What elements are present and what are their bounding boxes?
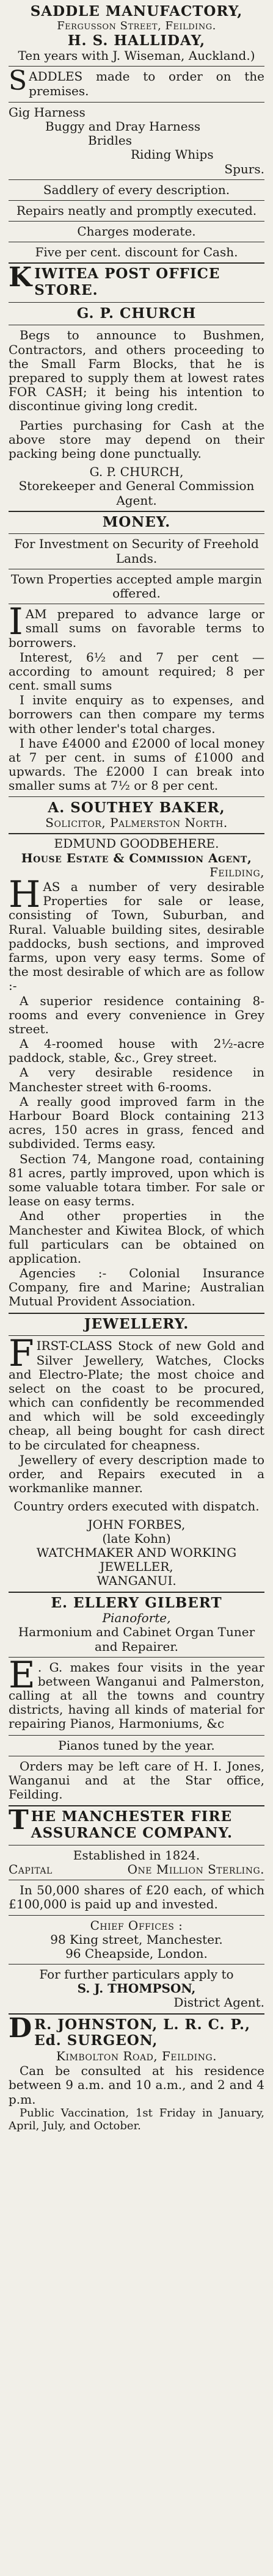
ad-body: Country orders executed with dispatch. xyxy=(13,1499,260,1514)
repairs-line: Repairs neatly and promptly executed. xyxy=(16,203,257,218)
ad-body: . G. makes four visits in the year between Wanganui and Palmerston, calling at all the towns and country districts, having all kinds of material for repairing Pianos, Harmoniums, &c xyxy=(9,1659,264,1731)
divider xyxy=(9,533,264,534)
discount-line: Five per cent. discount for Cash. xyxy=(35,245,238,260)
ad-body: Begs to announce to Bushmen, Contractors, and others proceeding to the Small Farm Blocks, that he is prepared to supply them at lowest rates FOR CASH; it being his intention to discontinue giving long credit. xyxy=(9,328,264,414)
established-line: Established in 1824. xyxy=(73,1847,200,1863)
divider xyxy=(9,1657,264,1658)
ad-body: Orders may be left care of H. I. Jones, Wanganui and at the Star office, Feilding. xyxy=(9,1758,264,1802)
advertiser-place: Feilding, xyxy=(209,864,264,879)
signature: G. P. CHURCH, xyxy=(89,464,184,480)
item-spurs: Spurs. xyxy=(224,161,264,176)
agent-name: S. J. THOMPSON, xyxy=(77,1981,196,1996)
ad-body: Interest, 6½ and 7 per cent — according to amount required; 8 per cent. small sums xyxy=(9,649,264,693)
ad-body: AM prepared to advance large or small sums on favorable terms to borrowers. xyxy=(9,607,264,650)
chief-offices-label: Chief Offices : xyxy=(90,1918,183,1933)
advertiser-name: E. ELLERY GILBERT xyxy=(51,1594,222,1611)
item-bridles: Bridles xyxy=(88,133,132,148)
proprietor-name: G. P. CHURCH xyxy=(76,305,197,322)
saddle-manufactory-ad xyxy=(9,1,264,264)
johnston-ad xyxy=(9,2012,264,2137)
jewellery-ad xyxy=(9,1314,264,1593)
ad-body: AS a number of very desirable Properties for sale or lease, consisting of Town, Suburban, and Rural. Valuable building sites, desirable paddocks, bush sections, and improved farms, upon very easy terms. Some of the most desirable of which are as follow :- xyxy=(9,879,264,994)
ad-title: SADDLE MANUFACTORY, xyxy=(30,3,243,20)
divider xyxy=(9,66,264,67)
money-ad xyxy=(9,512,264,835)
drop-cap: T xyxy=(9,1805,29,1836)
drop-cap: S xyxy=(9,65,27,97)
ad-subtitle: Town Properties accepted ample margin offered. xyxy=(10,571,263,601)
drop-cap: I xyxy=(9,601,23,644)
advertiser-sub: Pianoforte, xyxy=(102,1611,171,1626)
manchester-fire-ad xyxy=(9,1806,264,2014)
capital-label: Capital xyxy=(9,1861,53,1877)
ad-body: A 4-roomed house with 2½-acre paddock, stable, &c., Grey street. xyxy=(9,1036,264,1066)
ad-body: A superior residence containing 8-rooms and every convenience in Grey street. xyxy=(9,993,264,1036)
ad-title: IWITEA POST OFFICE STORE. xyxy=(34,265,220,299)
ad-title: HE MANCHESTER FIRE ASSURANCE COMPANY. xyxy=(31,1808,233,1842)
ad-body: A very desirable residence in Manchester street with 6-rooms. xyxy=(9,1065,264,1094)
advertiser-role: Harmonium and Cabinet Organ Tuner and Repairer. xyxy=(18,1625,255,1654)
advertiser-place: WANGANUI. xyxy=(96,1573,177,1589)
advertiser-role: Solicitor, Palmerston North. xyxy=(45,815,228,831)
ad-address: Fergusson Street, Feilding. xyxy=(57,19,216,32)
proprietor-history: Ten years with J. Wiseman, Auckland.) xyxy=(18,48,255,63)
item-riding-whips: Riding Whips xyxy=(131,147,214,162)
drop-cap: F xyxy=(9,1332,34,1376)
ad-body: Pianos tuned by the year. xyxy=(58,1737,215,1753)
gilbert-ad xyxy=(9,1593,264,1807)
capital-value: One Million Sterling. xyxy=(127,1861,264,1877)
divider xyxy=(9,221,264,222)
drop-cap: E xyxy=(9,1653,35,1697)
divider xyxy=(9,302,264,303)
drop-cap: K xyxy=(9,262,33,294)
signature-role: Storekeeper and General Commission Agent. xyxy=(18,478,255,508)
capital-line xyxy=(9,1863,264,1877)
saddlery-line: Saddlery of every description. xyxy=(43,182,230,197)
drop-cap: D xyxy=(9,2012,33,2044)
kiwitea-store-ad xyxy=(9,264,264,511)
ad-body: In 50,000 shares of £20 each, of which £100,000 is paid up and invested. xyxy=(9,1883,264,1912)
advertiser-late: (late Kohn) xyxy=(102,1531,171,1546)
ad-body: I have £4000 and £2000 of local money at 7 per cent. in sums of £1000 and upwards. The £2000 I can break into smaller sums at 7½ or 8 per cent. xyxy=(9,735,264,793)
ad-subtitle: For Investment on Security of Freehold Lands. xyxy=(14,536,259,566)
ad-title: JEWELLERY. xyxy=(84,1315,189,1332)
ad-body: A really good improved farm in the Harbour Board Block containing 213 acres, 150 acres in grass, fenced and subdivided. Terms easy. xyxy=(9,1094,264,1152)
divider xyxy=(9,102,264,103)
advertiser-address: Kimbolton Road, Feilding. xyxy=(56,2048,217,2063)
agent-role: District Agent. xyxy=(173,1995,264,2010)
ad-body: Section 74, Mangone road, containing 81 acres, partly improved, upon which is some valuable totara timber. For sale or lease on easy terms. xyxy=(9,1151,264,1209)
ad-body: And other properties in the Manchester and Kiwitea Block, of which full particulars can be obtained on application. xyxy=(9,1208,264,1266)
saddles-text: ADDLES made to order on the premises. xyxy=(29,69,264,98)
divider xyxy=(9,1735,264,1736)
ad-body: Public Vaccination, 1st Friday in January, April, July, and October. xyxy=(9,2106,264,2132)
goodbehere-ad xyxy=(9,834,264,1313)
ad-body: Jewellery of every description made to order, and Repairs executed in a workmanlike manner. xyxy=(9,1452,264,1496)
ad-body: IRST-CLASS Stock of new Gold and Silver Jewellery, Watches, Clocks and Electro-Plate; the most choice and select on the coast to be procured, which can confidently be recommended and which will be sold exceedingly cheap, all being bought for cash direct to be circulated for cheapness. xyxy=(9,1338,264,1452)
drop-cap: H xyxy=(9,873,41,917)
advertiser-name: R. JOHNSTON, L. R. C. P., Ed. SURGEON, xyxy=(34,2016,251,2049)
ad-body: Parties purchasing for Cash at the above store may depend on their packing being done punctually. xyxy=(9,417,264,461)
advertiser-role: WATCHMAKER AND WORKING JEWELLER, xyxy=(36,1545,237,1575)
proprietor-name: H. S. HALLIDAY, xyxy=(67,32,206,49)
advertiser-name: EDMUND GOODBEHERE. xyxy=(54,836,219,851)
ad-title: MONEY. xyxy=(102,513,171,530)
further-line: For further particulars apply to xyxy=(39,1967,234,1982)
item-gig-harness: Gig Harness xyxy=(9,104,86,120)
office-address: 96 Cheapside, London. xyxy=(65,1946,208,1961)
advertiser-name: A. SOUTHEY BAKER, xyxy=(48,799,225,816)
ad-body: Agencies :- Colonial Insurance Company, fire and Marine; Australian Mutual Provident Association. xyxy=(9,1266,264,1309)
divider xyxy=(9,1915,264,1916)
divider xyxy=(9,1335,264,1336)
advertiser-name: JOHN FORBES, xyxy=(87,1517,186,1532)
divider xyxy=(9,179,264,180)
office-address: 98 King street, Manchester. xyxy=(50,1932,223,1947)
divider xyxy=(9,200,264,201)
ad-body: I invite enquiry as to expenses, and borrowers can then compare my terms with other lender's total charges. xyxy=(9,693,264,736)
advertiser-role: House Estate & Commission Agent, xyxy=(21,850,252,865)
charges-line: Charges moderate. xyxy=(77,224,196,239)
divider xyxy=(9,796,264,797)
ad-body: Can be consulted at his residence between 9 a.m. and 10 a.m., and 2 and 4 p.m. xyxy=(9,2063,264,2107)
item-buggy-harness: Buggy and Dray Harness xyxy=(45,118,201,134)
